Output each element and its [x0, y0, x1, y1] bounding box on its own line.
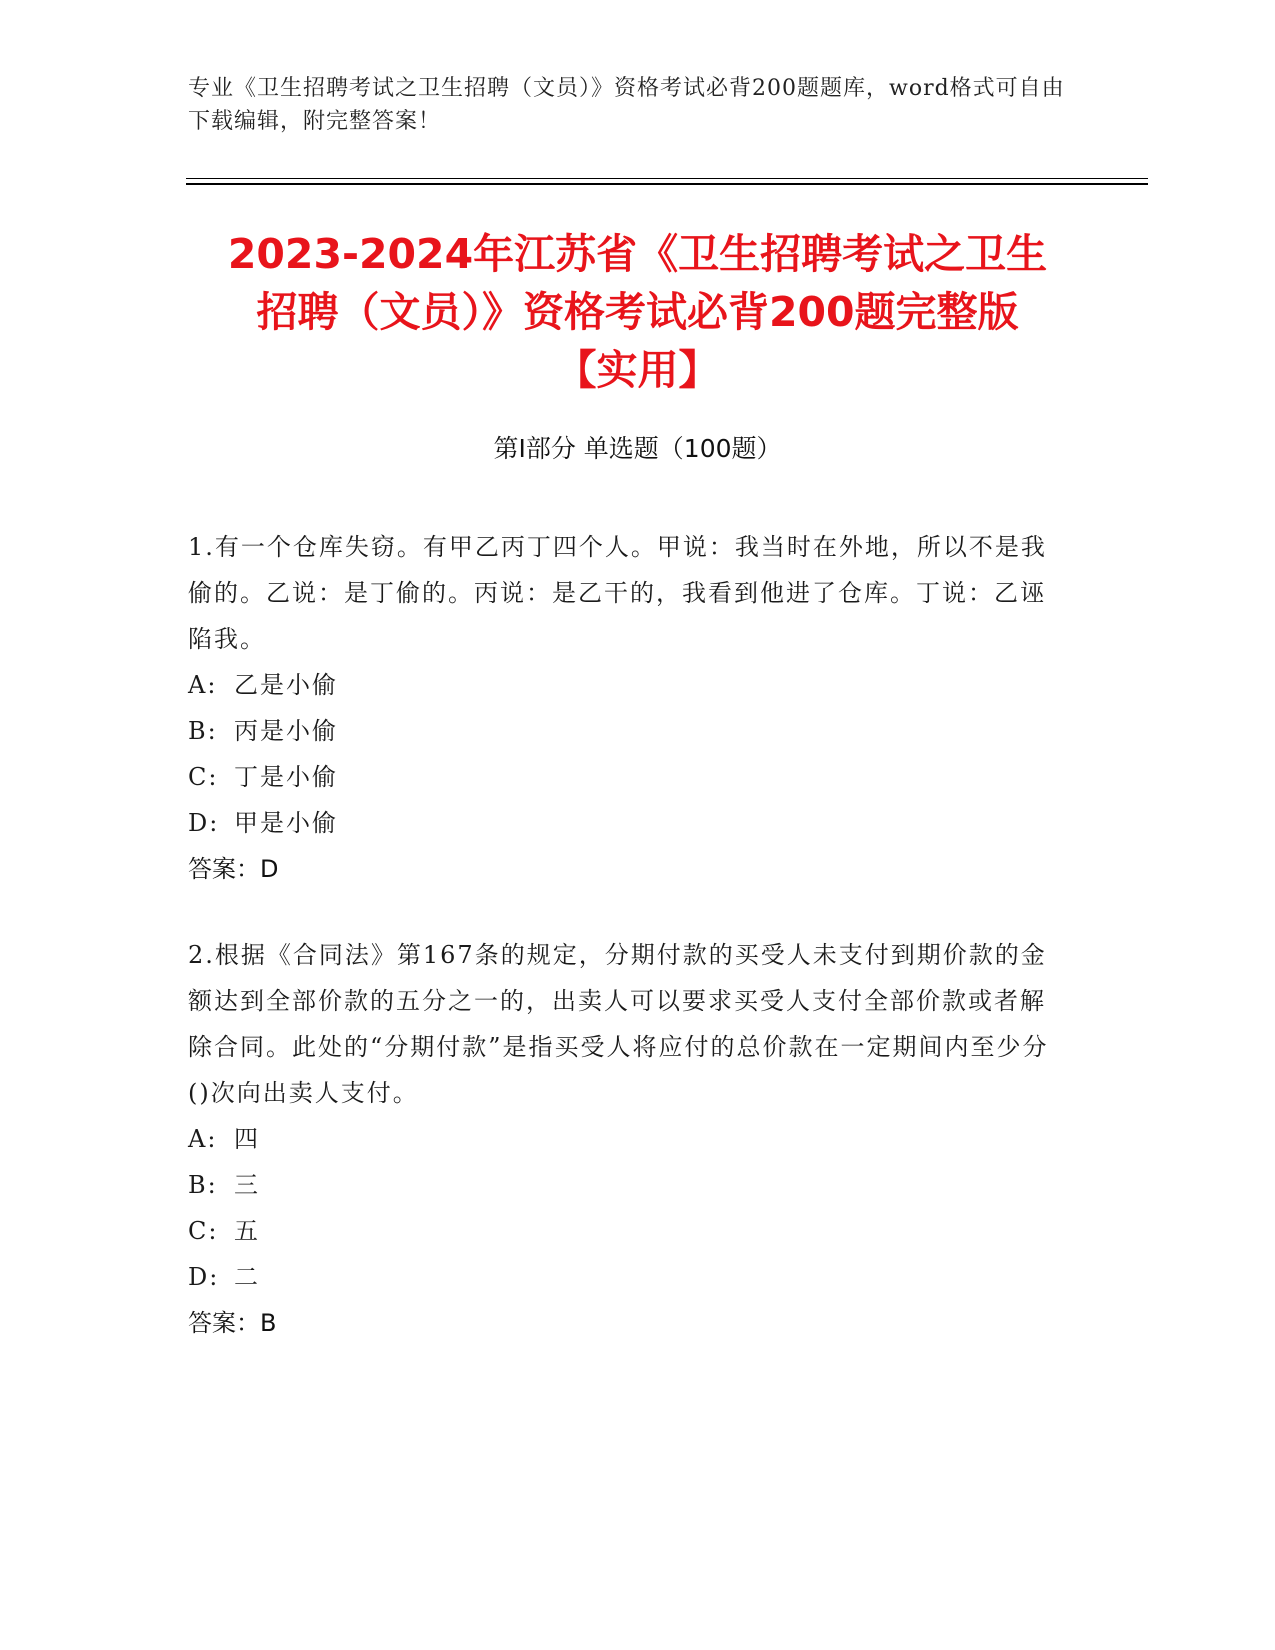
option-text: 四 [234, 1125, 260, 1153]
answer: 答案：B [188, 1309, 277, 1337]
option-letter: B: [188, 1171, 218, 1199]
title-line-1: 2023-2024年江苏省《卫生招聘考试之卫生 [227, 230, 1048, 278]
option-text: 乙是小偷 [234, 671, 338, 699]
option-text: 甲是小偷 [234, 809, 338, 837]
header-divider-thick [186, 183, 1148, 185]
option-b [188, 708, 1068, 754]
option-letter: B: [188, 717, 218, 745]
option-c [188, 1208, 1068, 1254]
answer: 答案：D [188, 855, 279, 883]
option-d [188, 800, 1068, 846]
header-note: 专业《卫生招聘考试之卫生招聘（文员）》资格考试必背200题题库，word格式可自由下载编辑，附完整答案！ [188, 76, 1065, 134]
option-letter: C: [188, 1217, 219, 1245]
option-c [188, 754, 1068, 800]
option-text: 丙是小偷 [234, 717, 338, 745]
question-2 [188, 932, 1068, 1346]
document-title [160, 225, 1115, 399]
option-letter: C: [188, 763, 219, 791]
option-letter: D: [188, 1263, 220, 1291]
option-text: 三 [234, 1171, 260, 1199]
title-line-2: 招聘（文员）》资格考试必背200题完整版 [256, 288, 1019, 336]
option-d [188, 1254, 1068, 1300]
option-text: 二 [234, 1263, 260, 1291]
title-line-3: 【实用】 [555, 346, 720, 394]
option-a [188, 1116, 1068, 1162]
header-divider-thin [186, 178, 1148, 179]
option-text: 五 [234, 1217, 260, 1245]
option-letter: D: [188, 809, 220, 837]
section-heading: 第I部分 单选题（100题） [493, 434, 782, 463]
option-b [188, 1162, 1068, 1208]
option-letter: A: [188, 671, 218, 699]
question-stem: 1.有一个仓库失窃。有甲乙丙丁四个人。甲说：我当时在外地，所以不是我偷的。乙说：是丁偷的。丙说：是乙干的，我看到他进了仓库。丁说：乙诬陷我。 [188, 533, 1047, 653]
option-a [188, 662, 1068, 708]
option-text: 丁是小偷 [234, 763, 338, 791]
question-1 [188, 524, 1068, 892]
question-stem: 2.根据《合同法》第167条的规定，分期付款的买受人未支付到期价款的金额达到全部价款的五分之一的，出卖人可以要求买受人支付全部价款或者解除合同。此处的“分期付款”是指买受人将应付的总价款在一定期间内至少分()次向出卖人支付。 [188, 941, 1049, 1107]
option-letter: A: [188, 1125, 218, 1153]
